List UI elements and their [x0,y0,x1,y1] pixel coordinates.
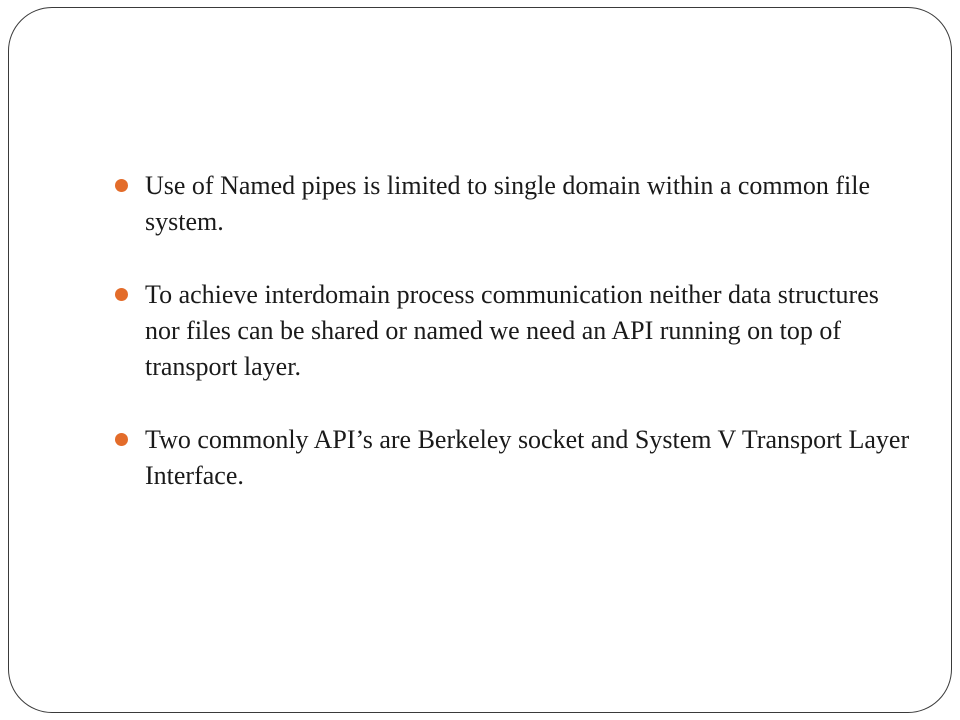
bullet-item [115,168,915,240]
bullet-text: Use of Named pipes is limited to single domain within a common file system. [145,171,870,236]
slide-frame [8,7,952,713]
bullet-text: Two commonly API’s are Berkeley socket and System V Transport Layer Interface. [145,425,910,490]
bullet-dot-icon [115,179,128,192]
bullet-list [115,168,915,531]
bullet-dot-icon [115,433,128,446]
bullet-text: To achieve interdomain process communication neither data structures nor files can be shared or named we need an API running on top of transport layer. [145,280,879,381]
bullet-dot-icon [115,288,128,301]
bullet-item [115,422,915,494]
bullet-item [115,277,915,385]
